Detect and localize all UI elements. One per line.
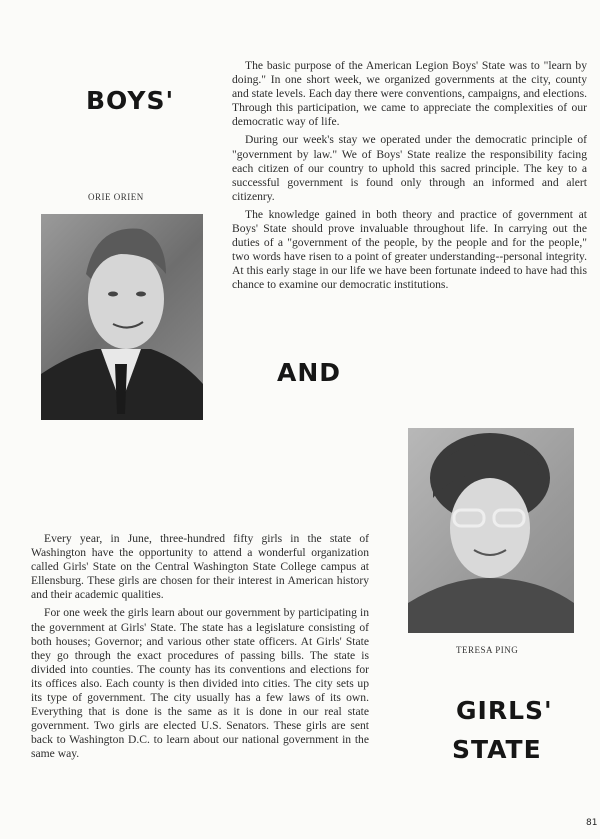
portrait-woman-icon: [408, 428, 574, 633]
heading-girls: GIRLS': [456, 696, 553, 725]
heading-state: STATE: [452, 735, 542, 764]
photo-caption-boys: ORIE ORIEN: [88, 192, 144, 202]
portrait-photo-boys: [41, 214, 203, 420]
portrait-photo-girls: [408, 428, 574, 633]
girls-paragraph-1: Every year, in June, three-hundred fifty girls in the state of Washington have the opportunity to attend a wonderful organization called Girls' State on the Central Washington State College campus at Ellensburg. These girls are chosen for their interest in American history and their academic qualities.: [31, 532, 369, 602]
boys-state-article: [232, 59, 587, 297]
photo-caption-girls: TERESA PING: [456, 645, 519, 655]
girls-paragraph-2: For one week the girls learn about our government by participating in the government at Girls' State. The state has a legislature consisting of both houses; Governor; and various other state officers. At Girls' State they go through the exact procedures of passing bills. The state is divided into counties. The county has its conventions and elections for its offices also. Each county is then divided into cities. The city sets up its type of government. The city usually has a few laws of its own. Everything that is done is the same as it is done in our real state government. Two girls are elected U.S. Senators. These girls are sent back to Washington D.C. to learn about our national government in the same way.: [31, 606, 369, 761]
boys-paragraph-3: The knowledge gained in both theory and practice of government at Boys' State should prove invaluable throughout life. In carrying out the duties of a "government of the people, by the people and for the people," two words have risen to a point of greater understanding--personal integrity. At this early stage in our life we have been fortunate indeed to have had this chance to examine our democratic institutions.: [232, 207, 587, 292]
page-number: 81: [586, 818, 598, 828]
boys-paragraph-2: During our week's stay we operated under the democratic principle of "government by law." We of Boys' State realize the responsibility facing each citizen of our country to uphold this sacred principle. The key to a successful government is found only through an informed and alert citizenry.: [232, 133, 587, 203]
heading-boys: BOYS': [86, 86, 175, 115]
portrait-man-icon: [41, 214, 203, 420]
heading-and: AND: [277, 358, 342, 387]
girls-state-article: [31, 532, 369, 766]
boys-paragraph-1: The basic purpose of the American Legion Boys' State was to "learn by doing." In one short week, we organized governments at the city, county and state levels. Each day there were conventions, campaigns, and elections. Through this participation, we came to appreciate the complexities of our democratic way of life.: [232, 59, 587, 129]
